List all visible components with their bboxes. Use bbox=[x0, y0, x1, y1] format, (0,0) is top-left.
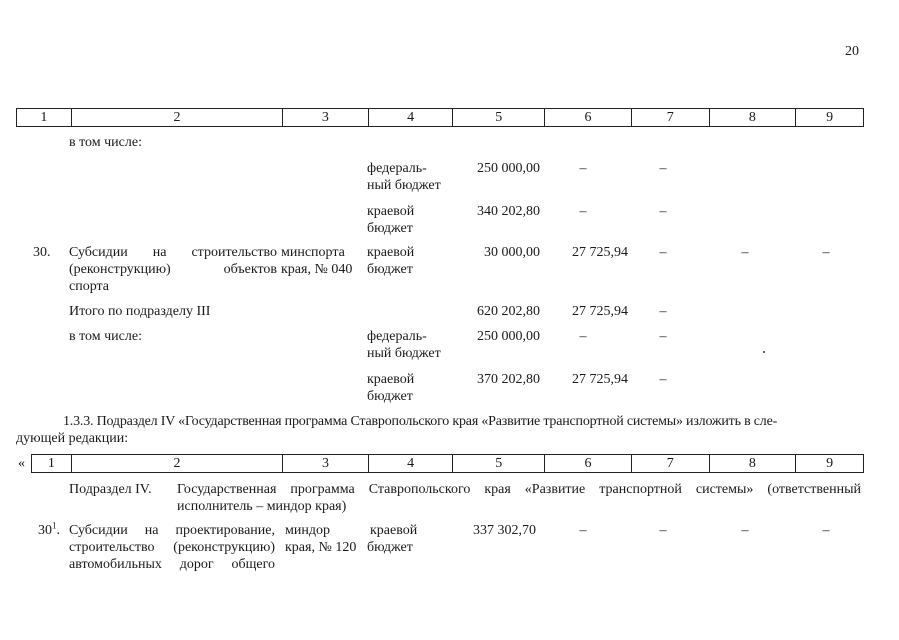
value-col7: – bbox=[659, 245, 667, 260]
value-col6: 27 725,94 bbox=[572, 304, 628, 319]
value-col7: – bbox=[659, 329, 667, 344]
header-cell: 2 bbox=[72, 455, 283, 472]
subsection-title-line1: Государственная программа Ставропольского края «Развитие транспортной системы» (ответственный bbox=[177, 482, 861, 497]
row-source-line1: краевой bbox=[367, 245, 415, 260]
scan-speck bbox=[763, 351, 765, 353]
row-number-superscript: 1 bbox=[52, 520, 57, 531]
value-col7: – bbox=[659, 161, 667, 176]
budget-regional-line2: бюджет bbox=[367, 389, 413, 404]
value-col9: – bbox=[822, 523, 830, 538]
row-source-line2: бюджет bbox=[367, 262, 413, 277]
value-col5: 250 000,00 bbox=[477, 161, 540, 176]
page-number: 20 bbox=[845, 44, 859, 59]
opening-quote: « bbox=[18, 456, 25, 471]
header-cell: 4 bbox=[369, 109, 454, 126]
value-col5: 30 000,00 bbox=[484, 245, 540, 260]
value-col7: – bbox=[659, 523, 667, 538]
value-col7: – bbox=[659, 204, 667, 219]
header-cell: 4 bbox=[369, 455, 454, 472]
value-col5: 620 202,80 bbox=[477, 304, 540, 319]
budget-federal-line2: ный бюджет bbox=[367, 346, 441, 361]
value-col7: – bbox=[659, 304, 667, 319]
value-col6: 27 725,94 bbox=[572, 245, 628, 260]
paragraph-line2: дующей редакции: bbox=[16, 431, 129, 446]
row-desc-line1: Субсидии на строительство bbox=[69, 245, 277, 260]
budget-regional-line1: краевой bbox=[367, 204, 415, 219]
value-col6: – bbox=[579, 204, 587, 219]
header-cell: 6 bbox=[545, 455, 632, 472]
value-col5: 370 202,80 bbox=[477, 372, 540, 387]
value-col8: – bbox=[741, 523, 749, 538]
subsection-title-line2: исполнитель – миндор края) bbox=[177, 499, 347, 514]
budget-federal-line1: федераль- bbox=[367, 329, 427, 344]
value-col9: – bbox=[822, 245, 830, 260]
header-cell: 5 bbox=[453, 109, 545, 126]
table-header-row bbox=[31, 454, 864, 473]
row-desc-line2: (реконструкцию) объектов bbox=[69, 262, 277, 277]
row-source-line1: краевой bbox=[370, 523, 418, 538]
budget-federal-line2: ный бюджет bbox=[367, 178, 441, 193]
row-source-line2: бюджет bbox=[367, 540, 413, 555]
header-cell: 9 bbox=[826, 456, 834, 471]
header-cell: 6 bbox=[545, 109, 632, 126]
header-cell: 1 bbox=[17, 109, 72, 126]
header-cell: 5 bbox=[453, 455, 545, 472]
header-cell: 3 bbox=[283, 109, 369, 126]
row-number: 30. bbox=[33, 245, 51, 260]
value-col6: – bbox=[579, 161, 587, 176]
row-number: $30^1$. bbox=[38, 520, 60, 538]
row-responsible-line2: края, № 040 bbox=[281, 262, 353, 277]
header-cell: 8 bbox=[710, 109, 797, 126]
total-label: Итого по подразделу III bbox=[69, 304, 211, 319]
value-col6: – bbox=[579, 523, 587, 538]
row-desc-line2: строительство (реконструкцию) bbox=[69, 540, 275, 555]
value-col5: 337 302,70 bbox=[473, 523, 536, 538]
including-label: в том числе: bbox=[69, 135, 142, 150]
value-col5: 340 202,80 bbox=[477, 204, 540, 219]
subsection-prefix: Подраздел IV. bbox=[69, 482, 152, 497]
value-col8: – bbox=[741, 245, 749, 260]
value-col6: – bbox=[579, 329, 587, 344]
header-cell: 7 bbox=[632, 109, 710, 126]
header-cell: 3 bbox=[283, 455, 369, 472]
table-header-row bbox=[16, 108, 864, 127]
row-responsible-line1: минспорта bbox=[281, 245, 345, 260]
value-col7: – bbox=[659, 372, 667, 387]
row-responsible-line1: миндор bbox=[285, 523, 330, 538]
header-cell: 2 bbox=[72, 109, 283, 126]
header-cell: 9 bbox=[826, 110, 834, 125]
row-desc-line3: спорта bbox=[69, 279, 110, 294]
row-desc-line3: автомобильных дорог общего bbox=[69, 557, 275, 572]
header-cell: 7 bbox=[632, 455, 710, 472]
value-col6: 27 725,94 bbox=[572, 372, 628, 387]
row-responsible-line2: края, № 120 bbox=[285, 540, 357, 555]
budget-federal-line1: федераль- bbox=[367, 161, 427, 176]
paragraph-line1: 1.3.3. Подраздел IV «Государственная программа Ставропольского края «Развитие транспортной системы» изложить в сле- bbox=[63, 414, 778, 429]
budget-regional-line1: краевой bbox=[367, 372, 415, 387]
header-cell: 1 bbox=[32, 455, 72, 472]
row-desc-line1: Субсидии на проектирование, bbox=[69, 523, 275, 538]
header-cell: 8 bbox=[710, 455, 797, 472]
including-label: в том числе: bbox=[69, 329, 142, 344]
budget-regional-line2: бюджет bbox=[367, 221, 413, 236]
value-col5: 250 000,00 bbox=[477, 329, 540, 344]
